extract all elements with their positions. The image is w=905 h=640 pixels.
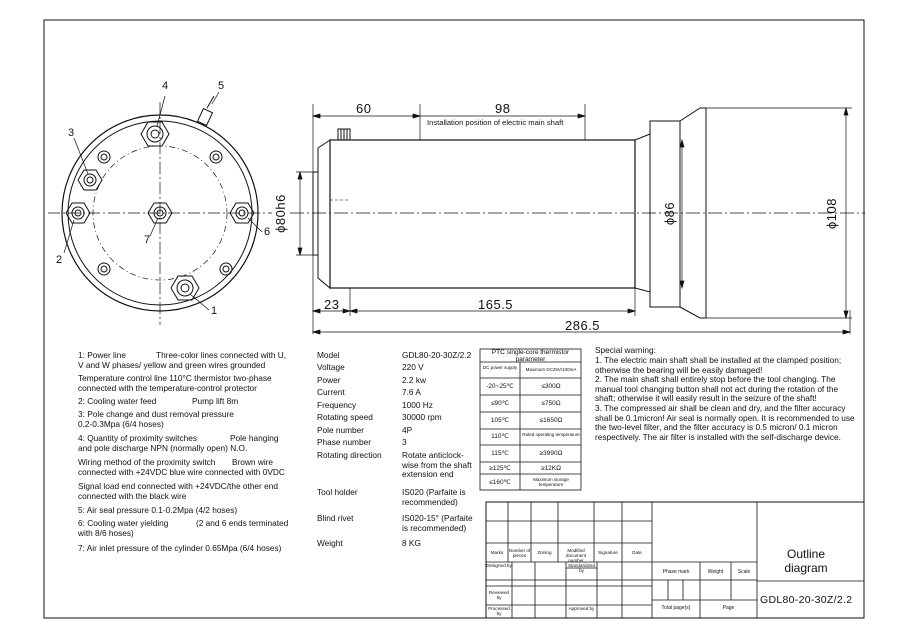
- warning-body: 1. The electric main shaft shall be installed at the clamped position; otherwise the bearing will be easily damaged! 2. The main shaft shall entirely stop before the tool changing. The manual tool changing button shall not act during the rotation of the shaft; otherwise it will easily result in the seizure of the shaft! 3. The compressed air shall be clean and dry, and the filter accuracy shall be 0.1micron! Air seal is normally open. It is recommended to use the two-level filter, and the filter accuracy is 0.5 micron/ 0.1 micron respectively. The air filter is installed with the self-discharge device.: [595, 355, 855, 442]
- tb-signature: Signature: [598, 550, 618, 555]
- note-2b: Pump lift 8m: [192, 396, 239, 406]
- tb-processed-by: Processed by: [488, 606, 510, 616]
- note-1a: 1: Power line: [78, 350, 126, 360]
- spec-label: Rotating direction: [317, 450, 382, 460]
- note-1b: Three-color lines connected with U,: [156, 350, 287, 360]
- spec-label: Weight: [317, 538, 343, 548]
- spec-value: 30000 rpm: [402, 412, 442, 422]
- dim-dia-80: ϕ80h6: [272, 194, 288, 233]
- ptc-title: PTC single-core thermistor parameter: [491, 349, 570, 363]
- note-1c: V and W phases/ yellow and green wires grounded: [78, 360, 266, 370]
- spec-label: Blind rivet: [317, 513, 354, 523]
- spec-value: 220 V: [402, 362, 424, 372]
- dim-165-5: 165.5: [478, 297, 514, 312]
- tb-approved-by: Approved by: [568, 606, 595, 611]
- tb-modified-doc: Modified document number: [565, 548, 587, 563]
- spec-label: Current: [317, 387, 345, 397]
- note-7: 7: Air inlet pressure of the cylinder 0.65Mpa (6/4 hoses): [78, 543, 282, 553]
- spec-label: Power: [317, 375, 341, 385]
- ptc-temp: ≤90℃: [490, 400, 510, 407]
- note-6a: 6: Cooling water yielding: [78, 518, 169, 528]
- spec-label: Frequency: [317, 400, 357, 410]
- drawing-number: GDL80-20-30Z/2.2: [760, 594, 853, 606]
- port-label-7: 7: [144, 234, 151, 246]
- tb-phase-mark: Phase mark: [662, 569, 690, 575]
- note-4b: Pole hanging: [230, 433, 279, 443]
- ptc-header-2: Maximum DC25V/100mA: [525, 367, 577, 372]
- note-3b: 0.2-0.3Mpa (6/4 hoses): [78, 419, 164, 429]
- end-view: [48, 92, 272, 325]
- warning-title: Special warning:: [595, 345, 656, 355]
- spec-value: Rotate anticlock-wise from the shaft extension end: [402, 450, 472, 480]
- note-1e: connected with the temperature-control protector: [78, 383, 257, 393]
- ptc-header-1: DC power supply: [482, 365, 518, 370]
- note-4h: connected with the black wire: [78, 491, 187, 501]
- ptc-value: ≥12KΩ: [541, 465, 561, 472]
- note-4f: connected with +24VDC blue wire connected with 0VDC: [78, 467, 285, 477]
- ptc-value: ≤750Ω: [541, 400, 561, 407]
- spec-value: 7.6 A: [402, 387, 421, 397]
- port-1-fitting: [171, 276, 199, 300]
- tb-reviewed-by: Reviewed by: [488, 590, 510, 600]
- port-label-2: 2: [56, 254, 63, 266]
- side-view: [290, 108, 865, 318]
- tb-marks: Marks: [490, 550, 504, 555]
- spec-value: 8 KG: [402, 538, 421, 548]
- spec-value: GDL80-20-30Z/2.2: [402, 350, 472, 360]
- spec-value: 1000 Hz: [402, 400, 433, 410]
- tb-date: Date: [632, 550, 642, 555]
- ptc-temp: ≥125℃: [489, 465, 511, 472]
- spec-label: Pole number: [317, 425, 365, 435]
- note-6c: with 8/6 hoses): [78, 528, 134, 538]
- dim-dia-86: ϕ86: [662, 201, 678, 226]
- note-5: 5: Air seal pressure 0.1-0.2Mpa (4/2 hoses): [78, 505, 238, 515]
- note-4g: Signal load end connected with +24VDC/the other end: [78, 481, 278, 491]
- ptc-temp: 105℃: [490, 417, 510, 424]
- spec-label: Rotating speed: [317, 412, 373, 422]
- tb-page: Page: [722, 605, 735, 611]
- dim-98: 98: [495, 101, 511, 116]
- tb-num-pieces: Number of pieces: [508, 548, 531, 558]
- spec-value: 3: [402, 437, 407, 447]
- port-5-fitting: [198, 96, 214, 125]
- ptc-value: ≤1650Ω: [539, 417, 563, 424]
- dim-23: 23: [324, 297, 340, 312]
- ptc-temp: -20~25℃: [486, 383, 514, 390]
- note-2a: 2: Cooling water feed: [78, 396, 157, 406]
- dimension-lines: [296, 104, 852, 334]
- dim-dia-108: ϕ108: [823, 198, 839, 229]
- tb-zoning: Zoning: [537, 550, 552, 555]
- spec-label: Tool holder: [317, 487, 358, 497]
- port-label-5: 5: [218, 80, 225, 92]
- ptc-value: ≥3990Ω: [539, 450, 563, 457]
- ptc-temp: 115℃: [491, 450, 509, 457]
- spec-value: IS020-15° (Parfaite is recommended): [402, 513, 473, 533]
- note-4d: Wiring method of the proximity switch: [78, 457, 216, 467]
- port-label-6: 6: [264, 226, 271, 238]
- port-label-1: 1: [211, 305, 218, 317]
- tb-standardized-by: Standardized by: [567, 563, 596, 573]
- spec-value: IS020 (Parfaite is recommended): [402, 487, 466, 507]
- note-1d: Temperature control line 110°C thermistor two-phase: [78, 373, 272, 383]
- spec-value: 2.2 kw: [402, 375, 426, 385]
- ptc-value: Rated operating temperature: [522, 432, 580, 437]
- port-label-3: 3: [68, 127, 75, 139]
- port-label-4: 4: [162, 80, 169, 92]
- spec-label: Voltage: [317, 362, 345, 372]
- spec-value: 4P: [402, 425, 413, 435]
- tb-scale: Scale: [737, 569, 751, 575]
- note-4e: Brown wire: [232, 457, 274, 467]
- tb-designed-by: Designed by: [486, 563, 512, 568]
- ptc-temp: 110℃: [491, 433, 509, 440]
- main-shaft-note: Installation position of electric main shaft: [427, 118, 564, 127]
- dim-286-5: 286.5: [565, 318, 601, 333]
- ptc-value: Maximum storage temperature: [533, 477, 569, 487]
- ptc-temp: ≤160℃: [489, 479, 511, 486]
- note-4c: and pole discharge NPN (normally open) N.O.: [78, 443, 248, 453]
- note-6b: (2 and 6 ends terminated: [196, 518, 289, 528]
- ptc-value: ≤300Ω: [541, 383, 561, 390]
- dim-60: 60: [356, 101, 372, 116]
- tb-weight: Weight: [707, 569, 724, 575]
- drawing-title: Outline diagram: [784, 547, 828, 575]
- port-4-fitting: [141, 122, 169, 146]
- spec-label: Phase number: [317, 437, 371, 447]
- note-3a: 3: Pole change and dust removal pressure: [78, 409, 234, 419]
- tb-total-pages: Total page(s): [661, 605, 691, 611]
- note-4a: 4: Quantity of proximity switches: [78, 433, 197, 443]
- spec-label: Model: [317, 350, 340, 360]
